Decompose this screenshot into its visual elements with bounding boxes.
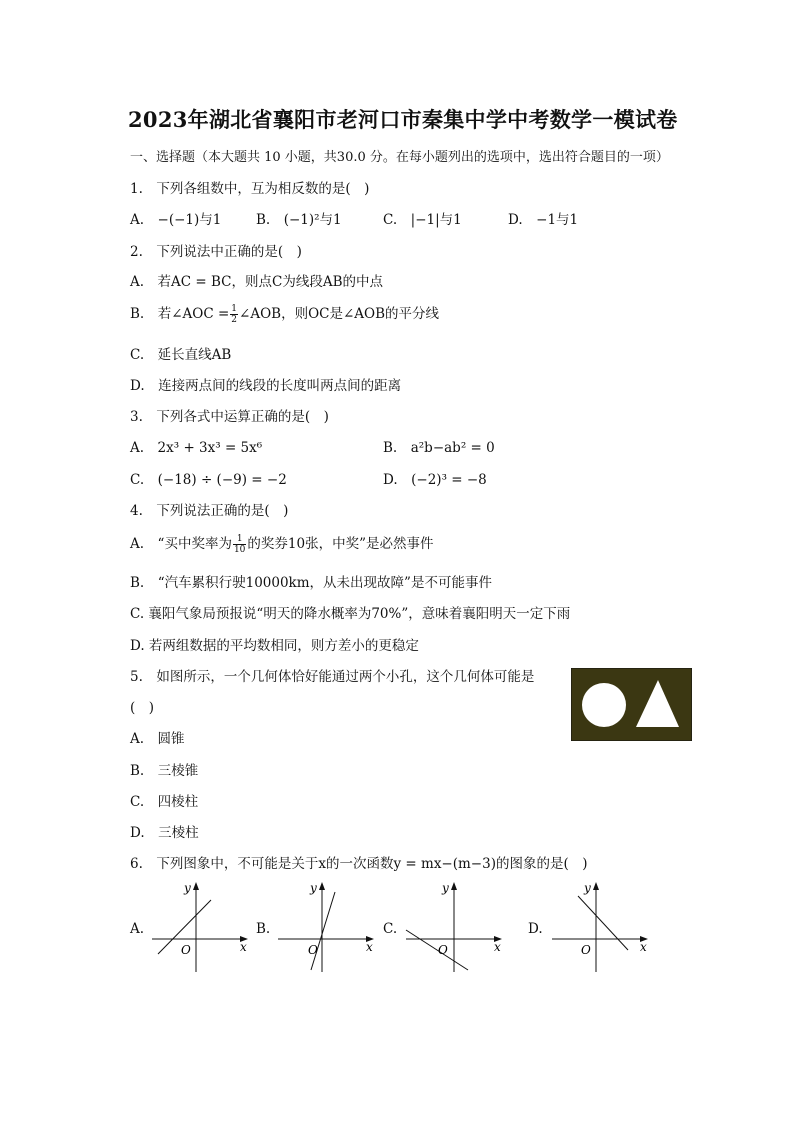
- origin-label: O: [181, 943, 191, 957]
- q2-option-d[interactable]: D. 连接两点间的线段的长度叫两点间的距离: [130, 378, 402, 394]
- origin-label: O: [581, 943, 591, 957]
- page-title: 2023年湖北省襄阳市老河口市秦集中学中考数学一模试卷: [128, 107, 678, 132]
- q4-option-a-post: 的奖券10张，中奖”是必然事件: [247, 536, 434, 552]
- q1-option-b[interactable]: B. (−1)²与1: [256, 212, 342, 228]
- q4-option-c[interactable]: C. 襄阳气象局预报说“明天的降水概率为70%”，意味着襄阳明天一定下雨: [130, 606, 571, 622]
- x-label: x: [366, 940, 373, 954]
- q4-option-a[interactable]: [130, 532, 434, 555]
- q2-option-b-pre: B. 若∠AOC =: [130, 306, 230, 322]
- y-label: y: [442, 881, 449, 895]
- y-axis-arrow-icon: [593, 882, 599, 890]
- q4-option-d[interactable]: D. 若两组数据的平均数相同，则方差小的更稳定: [130, 638, 419, 654]
- q3-option-a[interactable]: A. 2x³ + 3x³ = 5x⁶: [130, 440, 263, 456]
- two-holes-figure: [571, 668, 692, 741]
- y-label: y: [310, 881, 317, 895]
- q3-option-b[interactable]: B. a²b−ab² = 0: [383, 440, 495, 456]
- origin-label: O: [308, 943, 318, 957]
- y-axis-arrow-icon: [319, 882, 325, 890]
- origin-label: O: [438, 943, 448, 957]
- q5-stem: 5. 如图所示，一个几何体恰好能通过两个小孔，这个几何体可能是: [130, 669, 535, 685]
- q1-stem: 1. 下列各组数中，互为相反数的是( ): [130, 181, 370, 197]
- q4-stem: 4. 下列说法正确的是( ): [130, 503, 289, 519]
- q5-option-c[interactable]: C. 四棱柱: [130, 794, 199, 810]
- q2-option-b-post: ∠AOB，则OC是∠AOB的平分线: [239, 306, 440, 322]
- circle-hole: [582, 683, 626, 727]
- y-label: y: [584, 881, 591, 895]
- q6-label-c[interactable]: C.: [383, 921, 398, 937]
- y-axis-arrow-icon: [193, 882, 199, 890]
- x-label: x: [640, 940, 647, 954]
- q5-option-b[interactable]: B. 三棱锥: [130, 763, 199, 779]
- q1-option-d[interactable]: D. −1与1: [508, 212, 579, 228]
- q6-label-b[interactable]: B.: [256, 921, 271, 937]
- q1-option-a[interactable]: A. −(−1)与1: [130, 212, 222, 228]
- q6-label-d[interactable]: D.: [528, 921, 543, 937]
- q4-option-a-pre: A. “买中奖率为: [130, 536, 232, 552]
- y-label: y: [184, 881, 191, 895]
- q2-fraction: $\frac{1}{2}$: [231, 304, 238, 325]
- graph-b: [274, 878, 378, 974]
- q2-option-c[interactable]: C. 延长直线AB: [130, 347, 232, 363]
- graph-a: [148, 878, 252, 974]
- q3-option-d[interactable]: D. (−2)³ = −8: [383, 472, 487, 488]
- q4-option-b[interactable]: B. “汽车累积行驶10000km，从未出现故障”是不可能事件: [130, 575, 492, 591]
- y-axis-arrow-icon: [451, 882, 457, 890]
- q5-option-d[interactable]: D. 三棱柱: [130, 825, 199, 841]
- q2-option-b[interactable]: [130, 302, 439, 325]
- x-label: x: [240, 940, 247, 954]
- q3-stem: 3. 下列各式中运算正确的是( ): [130, 409, 329, 425]
- graph-d: [548, 878, 652, 974]
- q2-option-a[interactable]: A. 若AC = BC，则点C为线段AB的中点: [130, 274, 384, 290]
- q3-option-c[interactable]: C. (−18) ÷ (−9) = −2: [130, 472, 287, 488]
- graph-c: [402, 878, 506, 974]
- section-header: 一、选择题（本大题共 10 小题，共30.0 分。在每小题列出的选项中，选出符合题目的一项）: [130, 150, 669, 165]
- graph-line: [406, 930, 468, 970]
- graph-line: [578, 896, 628, 950]
- q4-fraction: $\frac{1}{10}$: [233, 534, 246, 555]
- q1-option-c[interactable]: C. |−1|与1: [383, 212, 462, 228]
- q5-paren: ( ): [130, 700, 155, 716]
- q5-option-a[interactable]: A. 圆锥: [130, 731, 185, 747]
- q6-stem: 6. 下列图象中，不可能是关于x的一次函数y = mx−(m−3)的图象的是( ): [130, 856, 588, 872]
- graph-line: [311, 892, 335, 970]
- q2-stem: 2. 下列说法中正确的是( ): [130, 244, 302, 260]
- q6-label-a[interactable]: A.: [130, 921, 145, 937]
- x-label: x: [494, 940, 501, 954]
